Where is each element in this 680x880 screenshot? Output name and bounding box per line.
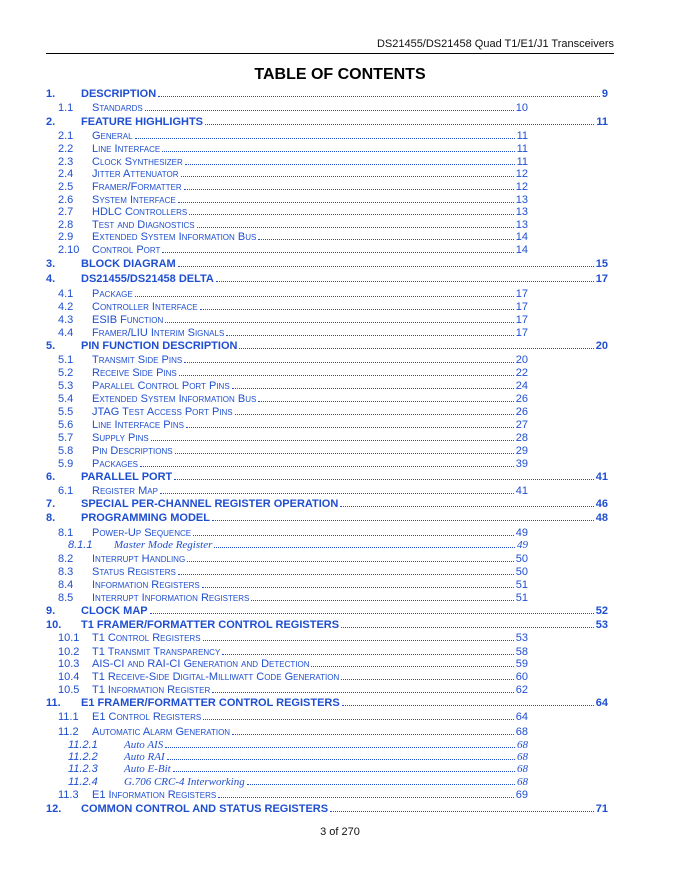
toc-entry-title: Interrupt Handling	[92, 553, 186, 565]
toc-entry-number: 9.	[46, 605, 56, 617]
toc-leader-dots	[178, 202, 514, 203]
toc-entry-number: 11.2.2	[68, 751, 98, 763]
toc-entry-title: Clock Synthesizer	[92, 156, 183, 168]
toc-entry-page: 51	[515, 592, 528, 604]
toc-entry-title: Framer/LIU Interim Signals	[92, 327, 225, 339]
toc-entry-title: System Interface	[92, 194, 176, 206]
toc-entry-page: 68	[515, 726, 528, 738]
toc-entry-number: 2.3	[58, 156, 74, 168]
toc-entry[interactable]	[58, 527, 528, 539]
toc-entry-page: 50	[515, 566, 528, 578]
toc-entry-number: 8.1	[58, 527, 74, 539]
toc-entry-page: 49	[515, 527, 528, 539]
toc-entry-title: Receive Side Pins	[92, 367, 177, 379]
toc-entry-page: 29	[515, 445, 528, 457]
toc-leader-dots	[189, 214, 514, 215]
toc-entry[interactable]	[58, 219, 528, 231]
toc-entry[interactable]	[58, 314, 528, 326]
toc-leader-dots	[193, 535, 514, 536]
toc-entry-title: Status Registers	[92, 566, 176, 578]
toc-entry-title: Parallel Control Port Pins	[92, 380, 230, 392]
toc-entry-title: JTAG Test Access Port Pins	[92, 406, 233, 418]
toc-entry-page: 11	[516, 143, 528, 155]
toc-entry-page: 13	[515, 219, 528, 231]
toc-entry-page: 59	[515, 658, 528, 670]
toc-leader-dots	[212, 692, 514, 693]
toc-entry[interactable]	[58, 684, 528, 696]
toc-leader-dots	[203, 719, 514, 720]
toc-entry[interactable]	[58, 194, 528, 206]
toc-entry-page: 17	[515, 314, 528, 326]
toc-entry-title: Controller Interface	[92, 301, 198, 313]
toc-leader-dots	[216, 281, 594, 282]
toc-entry-page: 13	[515, 206, 528, 218]
toc-leader-dots	[167, 759, 515, 760]
toc-entry[interactable]	[58, 566, 528, 578]
toc-entry-number: 2.9	[58, 231, 74, 243]
toc-leader-dots	[165, 322, 513, 323]
toc-entry[interactable]	[58, 288, 528, 300]
toc-entry-number: 6.	[46, 471, 56, 483]
toc-entry[interactable]	[46, 619, 608, 631]
toc-entry-title: Extended System Information Bus	[92, 231, 257, 243]
toc-entry-page: 17	[515, 301, 528, 313]
toc-entry-title: SPECIAL PER-CHANNEL REGISTER OPERATION	[81, 498, 339, 510]
toc-entry-page: 46	[595, 498, 608, 510]
toc-entry-page: 13	[515, 194, 528, 206]
toc-entry[interactable]	[58, 206, 528, 218]
toc-entry[interactable]	[58, 789, 528, 801]
toc-entry-page: 17	[595, 273, 608, 285]
toc-entry[interactable]	[58, 485, 528, 497]
toc-entry-page: 64	[515, 711, 528, 723]
toc-leader-dots	[200, 309, 514, 310]
toc-leader-dots	[258, 401, 513, 402]
toc-entry-number: 6.1	[58, 485, 74, 497]
toc-entry-title: E1 FRAMER/FORMATTER CONTROL REGISTERS	[81, 697, 340, 709]
toc-entry[interactable]	[58, 393, 528, 405]
toc-leader-dots	[160, 493, 514, 494]
toc-leader-dots	[330, 811, 594, 812]
toc-entry-number: 11.2.3	[68, 763, 98, 775]
toc-entry-title: Auto RAI	[124, 751, 165, 763]
toc-entry-page: 20	[595, 340, 608, 352]
toc-leader-dots	[162, 151, 514, 152]
toc-entry-page: 60	[515, 671, 528, 683]
toc-entry[interactable]	[58, 432, 528, 444]
toc-entry-number: 8.1.1	[68, 539, 93, 551]
toc-leader-dots	[341, 627, 594, 628]
toc-entry-number: 8.3	[58, 566, 74, 578]
toc-leader-dots	[158, 96, 600, 97]
toc-leader-dots	[135, 296, 514, 297]
toc-entry-title: Test and Diagnostics	[92, 219, 195, 231]
toc-entry[interactable]	[58, 327, 528, 339]
toc-leader-dots	[165, 747, 515, 748]
toc-entry-number: 8.4	[58, 579, 74, 591]
toc-entry-number: 10.4	[58, 671, 80, 683]
toc-entry[interactable]	[46, 512, 608, 524]
toc-entry-page: 9	[601, 88, 608, 100]
toc-leader-dots	[173, 771, 515, 772]
toc-entry-title: HDLC Controllers	[92, 206, 188, 218]
toc-leader-dots	[205, 124, 594, 125]
toc-leader-dots	[174, 479, 593, 480]
toc-entry-page: 68	[517, 751, 528, 763]
toc-entry-title: PROGRAMMING MODEL	[81, 512, 210, 524]
toc-leader-dots	[179, 375, 514, 376]
toc-entry-title: G.706 CRC-4 Interworking	[124, 776, 245, 788]
toc-entry-number: 8.5	[58, 592, 74, 604]
toc-entry-number: 5.8	[58, 445, 74, 457]
toc-leader-dots	[214, 547, 515, 548]
toc-entry-page: 68	[517, 763, 528, 775]
toc-entry[interactable]	[46, 605, 608, 617]
toc-entry-number: 10.5	[58, 684, 80, 696]
toc-entry-title: Information Registers	[92, 579, 200, 591]
toc-entry[interactable]	[58, 726, 528, 738]
toc-entry-title: T1 FRAMER/FORMATTER CONTROL REGISTERS	[81, 619, 340, 631]
toc-entry-number: 7.	[46, 498, 56, 510]
toc-entry-title: E1 Control Registers	[92, 711, 202, 723]
toc-entry[interactable]	[58, 632, 528, 644]
toc-entry-page: 51	[515, 579, 528, 591]
toc-entry-number: 8.	[46, 512, 56, 524]
toc-entry-number: 5.	[46, 340, 56, 352]
toc-entry[interactable]	[58, 406, 528, 418]
toc-entry-title: FEATURE HIGHLIGHTS	[81, 116, 204, 128]
toc-entry[interactable]	[46, 498, 608, 510]
toc-entry[interactable]	[46, 340, 608, 352]
toc-entry-page: 58	[515, 646, 528, 658]
toc-entry-title: AIS-CI and RAI-CI Generation and Detection	[92, 658, 310, 670]
toc-leader-dots	[218, 797, 514, 798]
toc-entry[interactable]	[58, 419, 528, 431]
toc-entry-page: 26	[515, 406, 528, 418]
toc-leader-dots	[247, 784, 515, 785]
toc-entry-title: Register Map	[92, 485, 158, 497]
toc-entry-title: T1 Information Register	[92, 684, 211, 696]
toc-leader-dots	[232, 734, 514, 735]
toc-entry-page: 11	[516, 156, 528, 168]
toc-entry-number: 5.6	[58, 419, 74, 431]
toc-leader-dots	[162, 252, 513, 253]
toc-entry-page: 50	[515, 553, 528, 565]
toc-entry[interactable]	[58, 367, 528, 379]
toc-entry-number: 10.2	[58, 646, 80, 658]
toc-leader-dots	[184, 189, 514, 190]
toc-entry-page: 49	[517, 539, 528, 551]
toc-entry-title: Extended System Information Bus	[92, 393, 257, 405]
toc-entry-title: T1 Transmit Transparency	[92, 646, 221, 658]
toc-entry[interactable]	[46, 697, 608, 709]
toc-entry-page: 20	[515, 354, 528, 366]
toc-entry-title: Framer/Formatter	[92, 181, 182, 193]
toc-entry-title: Jitter Attenuator	[92, 168, 179, 180]
toc-entry-page: 26	[515, 393, 528, 405]
toc-entry[interactable]	[58, 579, 528, 591]
toc-entry-number: 5.1	[58, 354, 74, 366]
toc-entry-title: Package	[92, 288, 133, 300]
toc-entry-title: Power-Up Sequence	[92, 527, 192, 539]
toc-entry-page: 17	[515, 327, 528, 339]
toc-entry-number: 2.5	[58, 181, 74, 193]
toc-entry-title: Standards	[92, 102, 143, 114]
toc-entry-number: 12.	[46, 803, 62, 815]
toc-leader-dots	[340, 506, 593, 507]
toc-entry-number: 2.7	[58, 206, 74, 218]
toc-entry-page: 11	[516, 130, 528, 142]
toc-leader-dots	[145, 110, 514, 111]
toc-entry-page: 53	[515, 632, 528, 644]
toc-entry-title: DESCRIPTION	[81, 88, 157, 100]
toc-entry-page: 14	[515, 244, 528, 256]
toc-entry-number: 4.4	[58, 327, 74, 339]
toc-entry-number: 4.1	[58, 288, 74, 300]
toc-entry-number: 2.2	[58, 143, 74, 155]
toc-leader-dots	[185, 164, 515, 165]
toc-leader-dots	[184, 362, 514, 363]
toc-entry-page: 14	[515, 231, 528, 243]
toc-entry[interactable]	[58, 711, 528, 723]
toc-entry-page: 39	[515, 458, 528, 470]
toc-entry-page: 68	[517, 739, 528, 751]
toc-leader-dots	[178, 574, 514, 575]
toc-entry[interactable]	[58, 301, 528, 313]
toc-entry-page: 12	[515, 181, 528, 193]
toc-entry-number: 2.6	[58, 194, 74, 206]
toc-entry-title: COMMON CONTROL AND STATUS REGISTERS	[81, 803, 329, 815]
toc-entry-number: 10.3	[58, 658, 80, 670]
toc-entry[interactable]	[58, 231, 528, 243]
header-rule	[46, 53, 614, 54]
toc-entry-page: 68	[517, 776, 528, 788]
toc-entry-title: Master Mode Register	[114, 539, 213, 551]
toc-entry[interactable]	[58, 244, 528, 256]
toc-entry[interactable]	[68, 751, 528, 763]
toc-entry-page: 64	[595, 697, 608, 709]
toc-entry[interactable]	[68, 539, 528, 551]
toc-entry[interactable]	[68, 739, 528, 751]
toc-entry[interactable]	[46, 258, 608, 270]
toc-leader-dots	[258, 239, 513, 240]
toc-leader-dots	[251, 600, 513, 601]
toc-entry-number: 4.3	[58, 314, 74, 326]
toc-entry-page: 71	[595, 803, 608, 815]
toc-entry-title: T1 Control Registers	[92, 632, 201, 644]
toc-entry[interactable]	[58, 130, 528, 142]
toc-entry-page: 41	[515, 485, 528, 497]
toc-entry-number: 3.	[46, 258, 56, 270]
toc-entry-number: 11.3	[58, 789, 79, 801]
toc-entry-number: 2.1	[58, 130, 74, 142]
toc-entry[interactable]	[58, 592, 528, 604]
toc-leader-dots	[186, 427, 514, 428]
toc-leader-dots	[212, 520, 594, 521]
toc-entry[interactable]	[58, 445, 528, 457]
toc-leader-dots	[175, 453, 514, 454]
toc-entry[interactable]	[46, 116, 608, 128]
toc-entry[interactable]	[58, 156, 528, 168]
toc-entry-title: Line Interface	[92, 143, 161, 155]
toc-entry-title: Supply Pins	[92, 432, 149, 444]
toc-entry-number: 11.	[46, 697, 61, 709]
toc-entry-title: BLOCK DIAGRAM	[81, 258, 176, 270]
toc-leader-dots	[202, 587, 514, 588]
toc-entry[interactable]	[46, 273, 608, 285]
toc-entry-number: 4.	[46, 273, 56, 285]
toc-entry[interactable]	[58, 354, 528, 366]
toc-entry[interactable]	[68, 763, 528, 775]
toc-entry-number: 2.	[46, 116, 56, 128]
toc-leader-dots	[187, 561, 514, 562]
toc-entry[interactable]	[58, 143, 528, 155]
toc-entry-title: Packages	[92, 458, 139, 470]
toc-entry-page: 22	[515, 367, 528, 379]
toc-entry-number: 5.2	[58, 367, 74, 379]
page-title: TABLE OF CONTENTS	[254, 66, 426, 83]
toc-leader-dots	[140, 466, 514, 467]
toc-entry-page: 48	[595, 512, 608, 524]
toc-entry[interactable]	[58, 168, 528, 180]
toc-leader-dots	[222, 654, 513, 655]
toc-entry-page: 62	[515, 684, 528, 696]
toc-leader-dots	[135, 138, 515, 139]
toc-leader-dots	[239, 348, 593, 349]
toc-entry-title: ESIB Function	[92, 314, 164, 326]
toc-entry[interactable]	[58, 458, 528, 470]
toc-entry-title: Interrupt Information Registers	[92, 592, 250, 604]
toc-entry-page: 27	[515, 419, 528, 431]
toc-entry[interactable]	[46, 471, 608, 483]
toc-entry-number: 11.2.4	[68, 776, 98, 788]
toc-entry-number: 2.4	[58, 168, 74, 180]
toc-entry-title: Transmit Side Pins	[92, 354, 183, 366]
toc-entry-page: 41	[595, 471, 608, 483]
toc-entry-number: 1.1	[58, 102, 74, 114]
toc-entry-number: 4.2	[58, 301, 74, 313]
toc-entry[interactable]	[58, 102, 528, 114]
toc-leader-dots	[232, 388, 514, 389]
toc-entry-title: E1 Information Registers	[92, 789, 217, 801]
toc-entry-page: 28	[515, 432, 528, 444]
toc-leader-dots	[235, 414, 514, 415]
toc-entry-title: General	[92, 130, 133, 142]
toc-entry[interactable]	[46, 803, 608, 815]
toc-entry-number: 10.	[46, 619, 62, 631]
toc-entry-title: Pin Descriptions	[92, 445, 173, 457]
toc-entry[interactable]	[58, 553, 528, 565]
toc-entry-number: 5.4	[58, 393, 74, 405]
toc-entry-number: 11.1	[58, 711, 79, 723]
page-number: 3 of 270	[320, 826, 360, 838]
toc-entry-page: 52	[595, 605, 608, 617]
toc-entry-page: 17	[515, 288, 528, 300]
toc-entry-number: 5.5	[58, 406, 74, 418]
toc-entry-title: Control Port	[92, 244, 161, 256]
toc-leader-dots	[181, 176, 514, 177]
toc-leader-dots	[151, 440, 514, 441]
toc-entry-number: 2.8	[58, 219, 74, 231]
toc-entry-number: 5.9	[58, 458, 74, 470]
toc-entry-title: Auto E-Bit	[124, 763, 171, 775]
toc-entry[interactable]	[46, 88, 608, 100]
toc-entry-page: 15	[595, 258, 608, 270]
toc-entry-title: CLOCK MAP	[81, 605, 148, 617]
toc-entry-number: 5.7	[58, 432, 74, 444]
toc-leader-dots	[341, 679, 514, 680]
toc-entry-number: 5.3	[58, 380, 74, 392]
toc-entry-title: Line Interface Pins	[92, 419, 184, 431]
toc-entry-page: 53	[595, 619, 608, 631]
toc-entry[interactable]	[58, 646, 528, 658]
toc-entry-title: PIN FUNCTION DESCRIPTION	[81, 340, 238, 352]
toc-leader-dots	[226, 335, 513, 336]
toc-entry[interactable]	[58, 181, 528, 193]
toc-entry-title: DS21455/DS21458 DELTA	[81, 273, 214, 285]
toc-entry-number: 2.10	[58, 244, 80, 256]
toc-leader-dots	[203, 640, 514, 641]
toc-entry-title: Auto AIS	[124, 739, 164, 751]
toc-entry-title: Automatic Alarm Generation	[92, 726, 231, 738]
toc-entry[interactable]	[58, 658, 528, 670]
toc-entry-page: 24	[515, 380, 528, 392]
toc-leader-dots	[150, 613, 594, 614]
toc-entry-page: 10	[515, 102, 528, 114]
toc-leader-dots	[342, 705, 594, 706]
toc-leader-dots	[311, 666, 513, 667]
toc-entry[interactable]	[58, 671, 528, 683]
toc-entry-page: 11	[596, 116, 608, 128]
toc-entry-number: 10.1	[58, 632, 80, 644]
toc-entry-title: T1 Receive-Side Digital-Milliwatt Code Generation	[92, 671, 340, 683]
toc-entry[interactable]	[68, 776, 528, 788]
toc-entry-number: 11.2.1	[68, 739, 98, 751]
toc-entry-number: 11.2	[58, 726, 79, 738]
toc-entry-number: 1.	[46, 88, 56, 100]
toc-entry-title: PARALLEL PORT	[81, 471, 173, 483]
document-header: DS21455/DS21458 Quad T1/E1/J1 Transceivers	[376, 38, 614, 50]
toc-entry[interactable]	[58, 380, 528, 392]
toc-leader-dots	[197, 227, 514, 228]
toc-entry-page: 12	[515, 168, 528, 180]
toc-leader-dots	[178, 266, 594, 267]
toc-entry-number: 8.2	[58, 553, 74, 565]
toc-entry-page: 69	[515, 789, 528, 801]
